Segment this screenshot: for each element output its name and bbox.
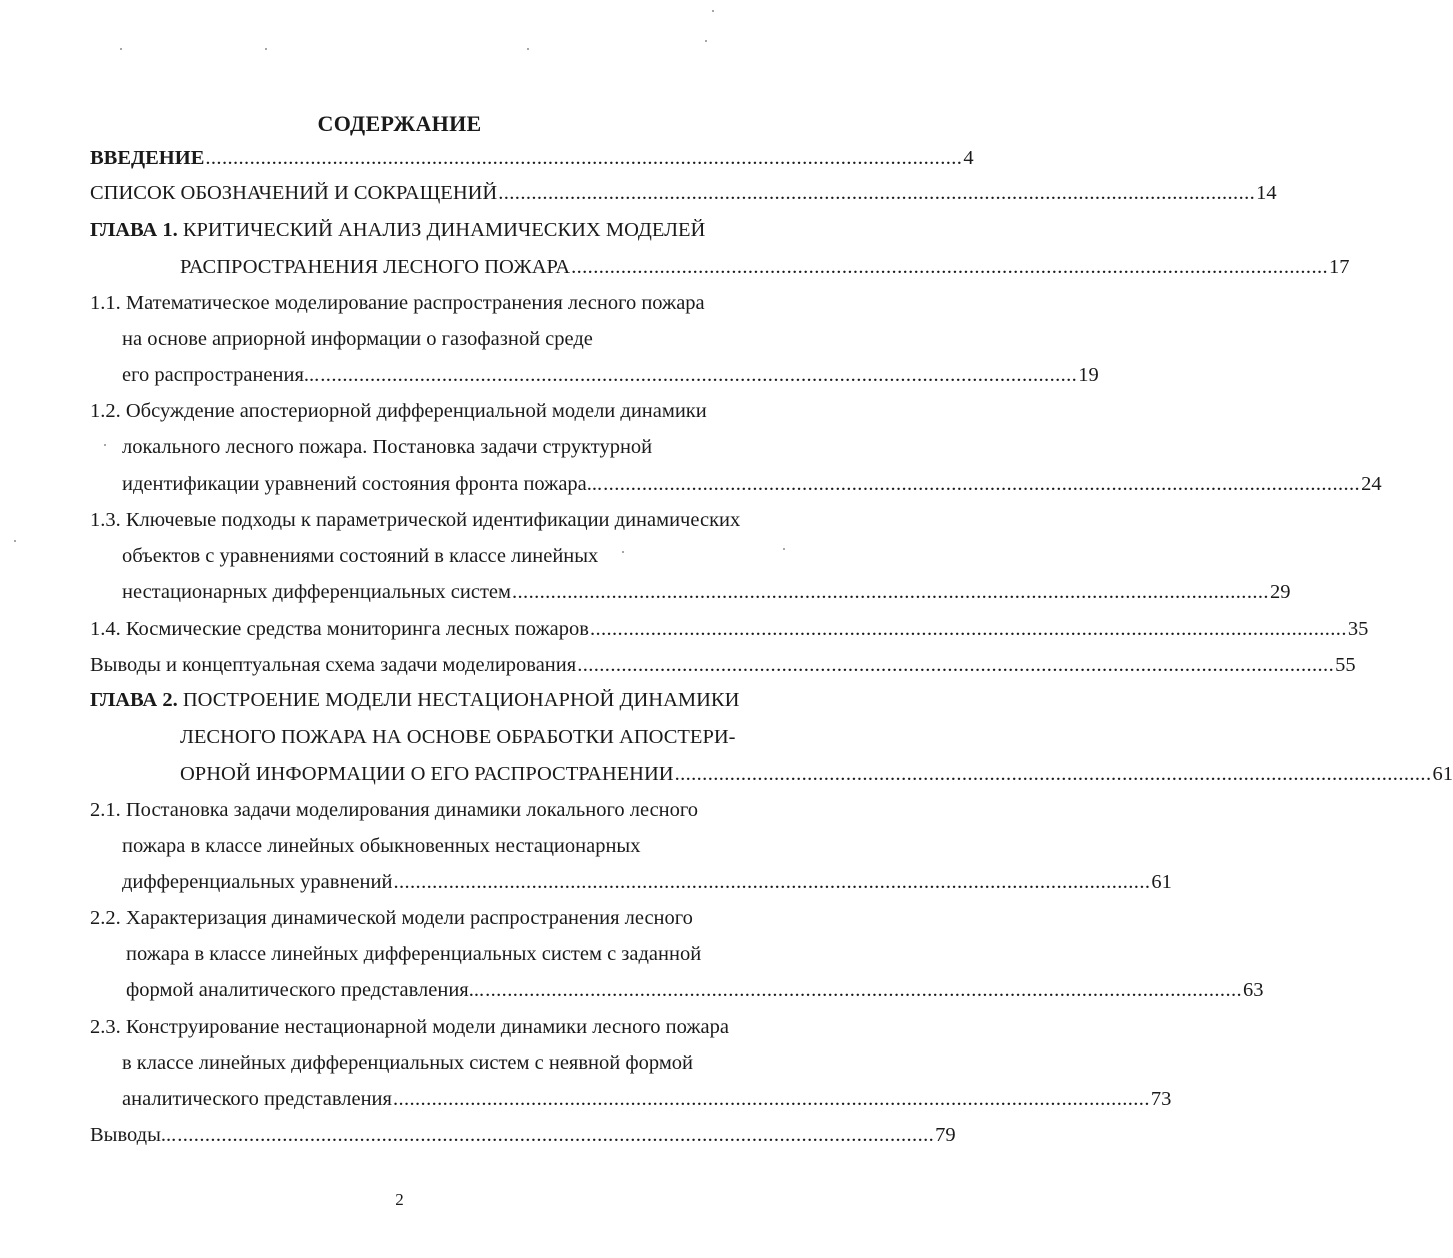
toc-entry-text: в классе линейных дифференциальных систем с неявной формой	[122, 1052, 694, 1074]
toc-entry-text: 2.1. Постановка задачи моделирования динамики локального лесного	[90, 799, 699, 821]
toc-entry-chapter2-line2[interactable]	[180, 722, 745, 752]
chapter-title: КРИТИЧЕСКИЙ АНАЛИЗ ДИНАМИЧЕСКИХ МОДЕЛЕЙ	[182, 219, 706, 241]
chapter-label: ГЛАВА 1.	[90, 219, 178, 241]
toc-entry-1-2-line2[interactable]	[122, 432, 745, 462]
toc-page-number: 4	[963, 147, 974, 169]
leader-dots: .........................................................................................................................................	[589, 618, 1347, 640]
leader-dots: .........................................................................................................................................	[205, 147, 963, 169]
toc-entry-2-1-line3[interactable]	[122, 867, 1172, 897]
toc-entry-1-3-line1[interactable]	[90, 505, 745, 535]
leader-dots: .........................................................................................................................................	[320, 364, 1078, 386]
leader-dots: .........................................................................................................................................	[512, 581, 1269, 603]
toc-entry-text: 1.1. Математическое моделирование распространения лесного пожара	[90, 292, 705, 314]
toc-entry-1-2-line1[interactable]	[90, 396, 745, 426]
toc-entry-2-2-line2[interactable]	[126, 939, 745, 969]
toc-page-number: 79	[935, 1124, 956, 1146]
toc-entry-2-3-line1[interactable]	[90, 1012, 745, 1042]
toc-entry-text: нестационарных дифференциальных систем	[122, 581, 511, 603]
toc-entry-chapter1-line2[interactable]	[180, 252, 1350, 282]
toc-entry-text: локального лесного пожара. Постановка задачи структурной	[122, 436, 653, 458]
toc-entry-text: ВВЕДЕНИЕ	[90, 147, 205, 169]
toc-entry-1-2-line3[interactable]	[122, 469, 1382, 499]
toc-page-number: 61	[1432, 763, 1453, 785]
toc-entry-2-1-line1[interactable]	[90, 795, 745, 825]
toc-entry-1-3-line3[interactable]	[122, 577, 1291, 607]
toc-entry-chapter2-line1[interactable]	[90, 685, 745, 715]
toc-page-number: 35	[1347, 618, 1369, 640]
toc-entry-abbreviations[interactable]	[90, 178, 1277, 208]
toc-entry-1-1-line1[interactable]	[90, 288, 745, 318]
toc-page-number: 63	[1243, 979, 1264, 1001]
toc-entry-2-3-line2[interactable]	[122, 1048, 745, 1078]
toc-entry-1-3-line2[interactable]	[122, 541, 745, 571]
toc-entry-text: СПИСОК ОБОЗНАЧЕНИЙ И СОКРАЩЕНИЙ	[90, 182, 498, 204]
toc-entry-text: 1.2. Обсуждение апостериорной дифференциальной модели динамики	[90, 400, 707, 422]
toc-page-number: 17	[1329, 256, 1350, 278]
toc-entry-chapter2-line3[interactable]	[180, 759, 1453, 789]
toc-entry-text: Выводы и концептуальная схема задачи моделирования	[90, 654, 577, 676]
toc-entry-text: формой аналитического представления...	[126, 979, 485, 1001]
toc-entry-conclusions-1[interactable]	[90, 650, 1356, 680]
toc-page-number: 73	[1150, 1088, 1172, 1110]
toc-page-number: 61	[1151, 871, 1172, 893]
leader-dots: .........................................................................................................................................	[177, 1124, 935, 1146]
toc-entry-text: идентификации уравнений состояния фронта пожара...	[122, 473, 603, 495]
leader-dots: .........................................................................................................................................	[392, 1088, 1150, 1110]
toc-page-number: 55	[1335, 654, 1356, 676]
toc-entry-text: ЛЕСНОГО ПОЖАРА НА ОСНОВЕ ОБРАБОТКИ АПОСТЕРИ-	[180, 726, 736, 748]
toc-entry-text: пожара в классе линейных обыкновенных нестационарных	[122, 835, 641, 857]
page-number: 2	[395, 1190, 404, 1209]
toc-entry-intro[interactable]	[90, 143, 974, 173]
toc-entry-text: его распространения...	[122, 364, 320, 386]
toc-entry-text: 2.3. Конструирование нестационарной модели динамики лесного пожара	[90, 1016, 729, 1038]
toc-title: СОДЕРЖАНИЕ	[317, 111, 482, 136]
toc-entry-2-2-line3[interactable]	[126, 975, 1264, 1005]
toc-entry-2-3-line3[interactable]	[122, 1084, 1172, 1114]
leader-dots: .........................................................................................................................................	[393, 871, 1151, 893]
toc-entry-text	[90, 215, 745, 245]
chapter-label: ГЛАВА 2.	[90, 689, 178, 711]
toc-page-number: 14	[1256, 182, 1277, 204]
toc-entry-1-4[interactable]	[90, 614, 1369, 644]
toc-entry-text: объектов с уравнениями состояний в классе линейных	[122, 545, 599, 567]
leader-dots: .........................................................................................................................................	[674, 763, 1432, 785]
toc-entry-text: 1.4. Космические средства мониторинга лесных пожаров	[90, 618, 589, 640]
leader-dots: .........................................................................................................................................	[498, 182, 1256, 204]
toc-entry-text: РАСПРОСТРАНЕНИЯ ЛЕСНОГО ПОЖАРА	[180, 256, 571, 278]
toc-entry-2-1-line2[interactable]	[122, 831, 745, 861]
toc-entry-1-1-line2[interactable]	[122, 324, 745, 354]
toc-page-number: 29	[1269, 581, 1291, 603]
toc-page-number: 24	[1361, 473, 1382, 495]
toc-entry-text: дифференциальных уравнений	[122, 871, 393, 893]
toc-entry-conclusions-2[interactable]	[90, 1120, 956, 1150]
toc-entry-text: на основе априорной информации о газофазной среде	[122, 328, 593, 350]
chapter-title: ПОСТРОЕНИЕ МОДЕЛИ НЕСТАЦИОНАРНОЙ ДИНАМИКИ	[182, 689, 740, 711]
leader-dots: .........................................................................................................................................	[603, 473, 1361, 495]
toc-entry-1-1-line3[interactable]	[122, 360, 1099, 390]
toc-entry-chapter1-line1[interactable]	[90, 215, 745, 245]
toc-entry-text: аналитического представления	[122, 1088, 392, 1110]
toc-page-number: 19	[1078, 364, 1099, 386]
toc-entry-text: 2.2. Характеризация динамической модели распространения лесного	[90, 907, 693, 929]
leader-dots: .........................................................................................................................................	[485, 979, 1243, 1001]
toc-entry-text: Выводы...	[90, 1124, 177, 1146]
toc-entry-text: ОРНОЙ ИНФОРМАЦИИ О ЕГО РАСПРОСТРАНЕНИИ	[180, 763, 674, 785]
toc-entry-text	[90, 685, 745, 715]
leader-dots: .........................................................................................................................................	[577, 654, 1335, 676]
toc-entry-text: пожара в классе линейных дифференциальных систем с заданной	[126, 943, 702, 965]
toc-entry-text: 1.3. Ключевые подходы к параметрической идентификации динамических	[90, 509, 741, 531]
leader-dots: .........................................................................................................................................	[571, 256, 1329, 278]
toc-entry-2-2-line1[interactable]	[90, 903, 745, 933]
